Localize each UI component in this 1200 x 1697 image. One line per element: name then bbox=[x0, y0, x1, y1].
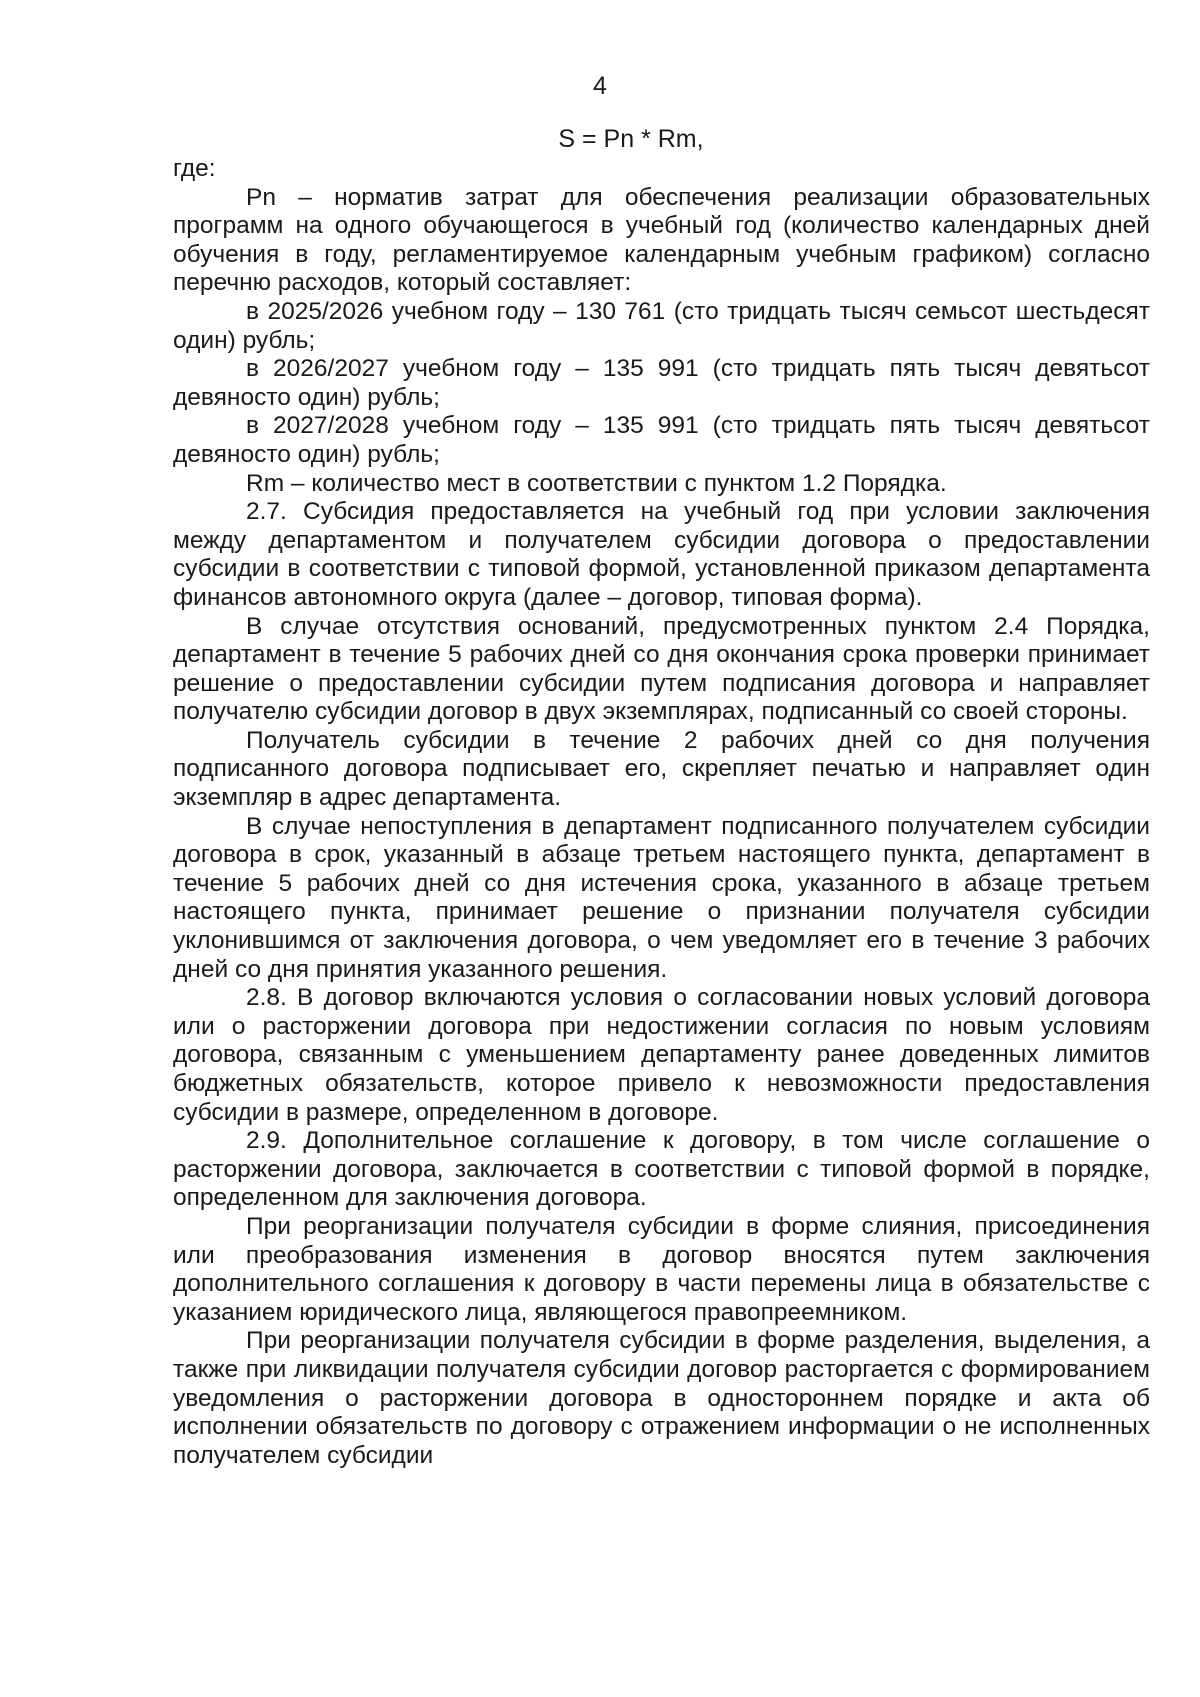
paragraph-2-7-decision: В случае отсутствия оснований, предусмотренных пунктом 2.4 Порядка, департамент в течение 5 рабочих дней со дня окончания срока проверки принимает решение о предоставлении субсидии путем подписания договора и направляет получателю субсидии договор в двух экземплярах, подписанный со своей стороны. bbox=[173, 612, 1150, 726]
paragraph-2-9: 2.9. Дополнительное соглашение к договору, в том числе соглашение о расторжении договора, заключается в соответствии с типовой формой в порядке, определенном для заключения договора. bbox=[173, 1127, 1150, 1212]
paragraph-rate-2027: в 2027/2028 учебном году – 135 991 (сто тридцать пять тысяч девятьсот девяносто один) рубль; bbox=[173, 412, 1150, 468]
paragraph-2-7-evasion: В случае непоступления в департамент подписанного получателем субсидии договора в срок, указанный в абзаце третьем настоящего пункта, департамент в течение 5 рабочих дней со дня истечения срока, указанного в абзаце третьем настоящего пункта, принимает решение о признании получателя субсидии уклонившимся от заключения договора, о чем уведомляет его в течение 3 рабочих дней со дня принятия указанного решения. bbox=[173, 812, 1150, 983]
paragraph-rate-2025: в 2025/2026 учебном году – 130 761 (сто тридцать тысяч семьсот шестьдесят один) рубль; bbox=[173, 297, 1150, 354]
paragraph-2-7: 2.7. Субсидия предоставляется на учебный год при условии заключения между департаментом и получателем субсидии договора о предоставлении субсидии в соответствии с типовой формой, установленной приказом департамента финансов автономного округа (далее – договор, типовая форма). bbox=[173, 498, 1150, 611]
page-number: 4 bbox=[593, 72, 607, 100]
formula: S = Pn * Rm, bbox=[558, 125, 704, 153]
paragraph-2-9-division: При реорганизации получателя субсидии в форме разделения, выделения, а также при ликвидации получателя субсидии договор расторгается с формированием уведомления о расторжении договора в одностороннем порядке и акта об исполнении обязательств по договору с отражением информации о не исполненных получателем субсидии bbox=[173, 1327, 1150, 1469]
paragraph-where: где: bbox=[173, 155, 216, 182]
paragraph-rate-2026: в 2026/2027 учебном году – 135 991 (сто тридцать пять тысяч девятьсот девяносто один) рубль; bbox=[173, 355, 1150, 411]
body-text bbox=[173, 155, 1150, 1470]
paragraph-pn-definition: Pn – норматив затрат для обеспечения реализации образовательных программ на одного обучающегося в учебный год (количество календарных дней обучения в году, регламентируемое календарным учебным графиком) согласно перечню расходов, который составляет: bbox=[173, 183, 1150, 297]
paragraph-2-8: 2.8. В договор включаются условия о согласовании новых условий договора или о расторжении договора при недостижении согласия по новым условиям договора, связанным с уменьшением департаменту ранее доведенных лимитов бюджетных обязательств, которое привело к невозможности предоставления субсидии в размере, определенном в договоре. bbox=[173, 984, 1150, 1126]
paragraph-2-9-merger: При реорганизации получателя субсидии в форме слияния, присоединения или преобразования изменения в договор вносятся путем заключения дополнительного соглашения к договору в части перемены лица в обязательстве с указанием юридического лица, являющегося правопреемником. bbox=[173, 1212, 1150, 1326]
paragraph-2-7-recipient: Получатель субсидии в течение 2 рабочих дней со дня получения подписанного договора подписывает его, скрепляет печатью и направляет один экземпляр в адрес департамента. bbox=[173, 726, 1150, 812]
paragraph-rm-definition: Rm – количество мест в соответствии с пунктом 1.2 Порядка. bbox=[246, 469, 947, 497]
